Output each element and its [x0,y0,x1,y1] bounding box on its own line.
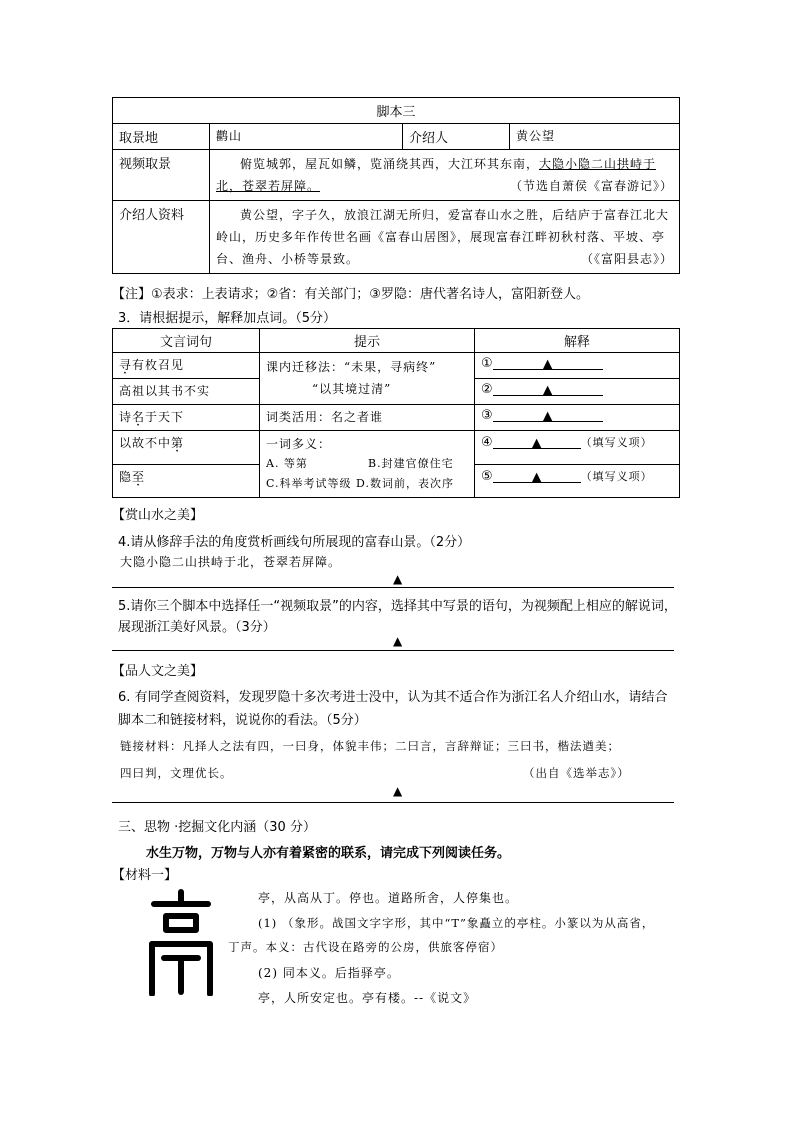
part3-title: 三、思物 ·挖掘文化内涵（30 分） [118,820,316,835]
q3-head-explain: 解释 [475,329,680,353]
loc-label: 取景地 [113,124,210,150]
q3-answer-2[interactable] [475,379,680,405]
q3-title: 3．请根据提示，解释加点词。（5分） [118,311,337,326]
q3-row-3 [113,405,260,431]
blank [493,383,603,396]
dot-word: 寻 [119,358,133,372]
blank [493,470,581,483]
blank [493,409,603,422]
q3-row-4 [113,431,260,465]
presenter-value: 黄公望 [510,124,680,150]
triangle-icon: ▲ [542,409,553,424]
q3-row-1 [113,353,260,379]
q3-hint-2: 词类活用：名之者谁 [260,405,475,431]
row-text: 隐 [119,469,133,484]
q6-link-source: （出自《选举志》） [523,766,630,780]
hint1b: “以其境过清” [312,382,392,396]
q3-answer-4[interactable] [475,431,680,465]
loc-value: 鹳山 [210,124,403,150]
q4-answer-mark[interactable]: ▲ [393,572,403,586]
triangle-icon: ▲ [531,469,542,485]
material1-label: 【材料一】 [112,868,178,883]
dot-word: 至 [132,469,146,484]
q3-answer-5[interactable] [475,464,680,498]
row-text: 以故不中 [119,436,172,450]
q3-head-hint: 提示 [260,329,475,353]
dot-word: 名 [132,410,146,424]
footage-text [210,150,680,201]
q5-title: 5.请你三个脚本中选择任一“视频取景”的内容，选择其中写景的语句，为视频配上相应的解说词，展现浙江美好风景。（3分） [118,599,677,635]
hint3a: A. 等第 [266,457,308,470]
ans-num: ② [481,382,493,397]
hint1: 课内迁移法：“未果，寻病终” [266,360,437,374]
q4-title: 4.请从修辞手法的角度赏析画线句所展现的富春山景。（2分） [118,535,471,550]
q6-answer-mark[interactable]: ▲ [393,784,403,798]
row-text: 有枚召见 [132,358,185,372]
ans-num: ⑤ [481,468,493,484]
q3-table [112,328,680,498]
part3-intro: 水生万物，万物与人亦有着紧密的联系，请完成下列阅读任务。 [146,846,511,861]
q4-quote: 大隐小隐二山拱峙于北，苍翠若屏障。 [120,555,342,569]
note: 【注】①表求：上表请求；②省：有关部门；③罗隐：唐代著名诗人，富阳新登人。 [112,287,589,302]
q3-answer-3[interactable] [475,405,680,431]
m1-line5: 亭，人所安定也。亭有楼。--《说文》 [258,991,477,1005]
q5-answer-line [112,650,674,651]
q6-link: 链接材料：凡择人之法有四，一曰身，体貌丰伟；二曰言，言辞辩证；三曰书，楷法遒美； [120,739,620,753]
hint3: 一词多义： [266,437,332,451]
footage-label: 视频取景 [113,150,210,201]
section-landscape: 【赏山水之美】 [112,508,204,523]
dot-word: 第 [171,436,185,450]
m1-line3: 丁声。本义：古代设在路旁的公房，供旅客停宿） [228,940,503,954]
script3-table [112,97,680,274]
m1-line4: (2) 同本义。后指驿亭。 [258,966,400,980]
fill-note: （填写义项） [580,436,653,449]
q6-answer-line [112,802,674,803]
bio-main: 黄公望，字子久，放浪江湖无所归，爱富春山水之胜，后结庐于富春江北大岭山，历史多年作传世名画《富春山居图》，展现富春江畔初秋村落、平坡、亭台、渔舟、小桥等景致。 [216,208,670,266]
q3-row-2: 高祖以其书不实 [113,379,260,405]
q4-answer-line [112,587,674,588]
q3-head-words: 文言词句 [113,329,260,353]
m1-line1: 亭，从高从丁。停也。道路所舍，人停集也。 [258,891,519,905]
q5-answer-mark[interactable]: ▲ [393,634,403,648]
ans-num: ④ [481,435,493,450]
script3-title: 脚本三 [113,98,680,124]
ans-num: ③ [481,408,493,423]
blank [493,436,581,449]
triangle-icon: ▲ [542,357,553,372]
q6-link2: 四曰判，文理优长。 [120,766,233,780]
triangle-icon: ▲ [531,436,542,451]
footage-source: （节选自萧侯《富春游记》） [509,179,673,193]
hint3b: B.封建官僚住宅 [368,457,454,470]
row-text: 诗 [119,410,133,424]
hint3d: D.数词前，表次序 [356,477,454,490]
presenter-label: 介绍人 [403,124,510,150]
hint3c: C.科举考试等级 [266,477,352,490]
fill-note: （填写义项） [580,469,653,483]
bio-text [210,201,680,274]
seal-script-ting-glyph [146,888,216,996]
footage-main: 俯览城郭，屋瓦如鳞，览涌绕其西，大江环其东南， [240,157,540,171]
triangle-icon: ▲ [542,383,553,398]
bio-label: 介绍人资料 [113,201,210,274]
ans-num: ① [481,356,493,371]
blank [493,357,603,370]
footage-underlined: 大隐小隐二山拱峙于北，苍翠若屏障。 [216,157,657,193]
q6-title: 6. 有同学查阅资料，发现罗隐十多次考进士没中，认为其不适合作为浙江名人介绍山水，请结合脚本二和链接材料，说说你的看法。（5分） [118,690,668,728]
q3-hint-3 [260,431,475,498]
bio-source: （《富阳县志》） [580,252,673,266]
q3-answer-1[interactable] [475,353,680,379]
section-culture: 【品人文之美】 [112,664,204,679]
q3-hint-1 [260,353,475,405]
q3-row-5 [113,464,260,498]
row-text: 于天下 [145,410,185,424]
m1-line2: (1) （象形。战国文字字形，其中“T”象矗立的亭柱。小篆以为从高省， [258,916,655,930]
